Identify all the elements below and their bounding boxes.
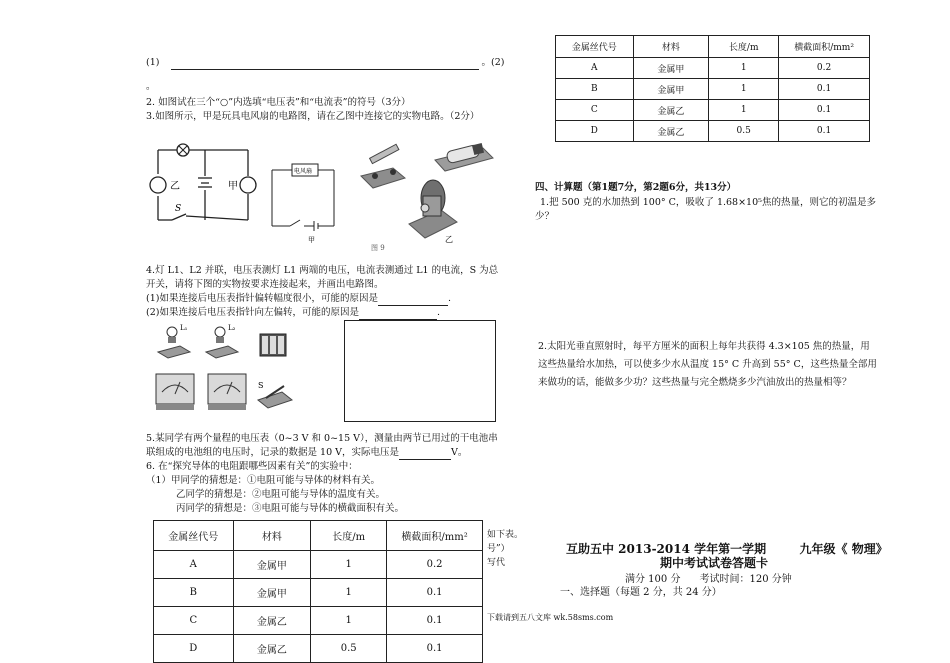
figure-q4-apparatus xyxy=(150,320,300,420)
question-5-line-2: 联组成的电池组的电压时，记录的数据是 10 V，实际电压是 xyxy=(146,447,399,458)
table-cell: 0.2 xyxy=(387,551,483,579)
bulb-l2-label: L₂ xyxy=(228,324,236,332)
resistance-table-top xyxy=(555,35,870,142)
calc-1-line-2: 少？ xyxy=(535,211,555,222)
question-6-sub-3: 丙同学的猜想是：③电阻可能与导体的横截面积有关。 xyxy=(176,503,405,514)
q1-prefix: (1) xyxy=(146,57,160,68)
cut-text-3: 写代 xyxy=(487,558,506,568)
question-4-line-2: 开关，请将下图的实物按要求连接起来，并画出电路图。 xyxy=(146,279,384,290)
q5-end: V。 xyxy=(451,447,468,458)
q1-suffix: 。(2) xyxy=(481,57,505,68)
table-cell: 0.1 xyxy=(387,635,483,663)
calc-2-line-3: 来做功的话，能做多少功？这些热量与完全燃烧多少汽油放出的热量相等？ xyxy=(538,377,852,388)
figure-physical-parts xyxy=(353,138,508,252)
question-2: 2. 如图试在三个“○”内选填“电压表”和“电流表”的符号（3分） xyxy=(146,97,411,108)
table-header: 材料 xyxy=(633,36,709,58)
question-4-line-1: 4.灯 L1、L2 并联，电压表测灯 L1 两端的电压，电流表测通过 L1 的电流，S 为总 xyxy=(146,265,499,276)
figure-circuit-q2 xyxy=(148,138,258,228)
q1-answer-blank[interactable] xyxy=(171,69,479,70)
question-5-line-1: 5.某同学有两个量程的电压表（0~3 V 和 0~15 V），测量由两节已用过的干电池串 xyxy=(146,433,498,444)
table-cell: B xyxy=(154,579,234,607)
table-cell: D xyxy=(154,635,234,663)
figure-fan-circuit xyxy=(268,158,338,248)
resistance-table-main xyxy=(153,520,483,663)
label-s: S xyxy=(175,204,182,214)
table-cell: 金属甲 xyxy=(233,551,311,579)
question-6: 6. 在“探究导体的电阻跟哪些因素有关”的实验中： xyxy=(146,461,358,472)
label-jia: 甲 xyxy=(228,181,238,192)
cut-text-1: 如下表。 xyxy=(487,530,524,540)
table-cell: 0.2 xyxy=(779,58,870,79)
calc-2-line-1: 2.太阳光垂直照射时，每平方厘米的面积上每年共获得 4.3×105 焦的热量，用 xyxy=(538,341,870,352)
table-cell: 1 xyxy=(709,79,779,100)
fan-box-label: 电风扇 xyxy=(294,168,313,175)
q4-sub1-end: . xyxy=(447,293,451,304)
question-4-sub-1: (1)如果连接后电压表指针偏转幅度很小，可能的原因是 xyxy=(146,293,378,304)
answer-sheet-subtitle: 期中考试试卷答题卡 xyxy=(660,556,769,570)
circuit-drawing-box[interactable] xyxy=(344,320,496,422)
q4-sub2-end: . xyxy=(436,307,440,318)
table-cell: 0.1 xyxy=(779,121,870,142)
q1-tail: 。 xyxy=(146,81,156,92)
table-cell: A xyxy=(556,58,634,79)
table-header: 长度/m xyxy=(311,521,387,551)
bottom-label-jia: 甲 xyxy=(308,236,315,244)
table-cell: 金属乙 xyxy=(233,607,311,635)
q5-answer-blank[interactable] xyxy=(399,459,451,460)
table-cell: 0.1 xyxy=(779,100,870,121)
section-1-choice: 一、选择题（每题 2 分，共 24 分） xyxy=(560,587,722,598)
calc-2-line-2: 这些热量给水加热，可以使多少水从温度 15° C 升高到 55° C，这些热量全部用 xyxy=(538,359,877,370)
table-header: 金属丝代号 xyxy=(556,36,634,58)
table-cell: 1 xyxy=(311,579,387,607)
question-6-sub-1: （1）甲同学的猜想是：①电阻可能与导体的材料有关。 xyxy=(146,475,381,486)
table-cell: 0.1 xyxy=(779,79,870,100)
table-cell: 1 xyxy=(311,551,387,579)
table-cell: C xyxy=(154,607,234,635)
table-cell: 1 xyxy=(311,607,387,635)
label-yi: 乙 xyxy=(170,181,180,192)
calc-1-line-1: 1.把 500 克的水加热到 100° C，吸收了 1.68×10⁵焦的热量，则它的初温是多 xyxy=(540,197,876,208)
question-3: 3.如图所示，甲是玩具电风扇的电路图，请在乙图中连接它的实物电路。（2分） xyxy=(146,111,480,122)
table-cell: D xyxy=(556,121,634,142)
question-6-sub-2: 乙同学的猜想是：②电阻可能与导体的温度有关。 xyxy=(176,489,386,500)
table-cell: 0.1 xyxy=(387,579,483,607)
table-cell: 1 xyxy=(709,100,779,121)
table-header: 材料 xyxy=(233,521,311,551)
table-header: 横截面积/mm² xyxy=(387,521,483,551)
table-cell: 金属甲 xyxy=(633,79,709,100)
table-cell: 1 xyxy=(709,58,779,79)
answer-sheet-title: 互助五中 2013-2014 学年第一学期 九年级《 物理》 xyxy=(566,542,888,556)
table-header: 横截面积/mm² xyxy=(779,36,870,58)
table-cell: A xyxy=(154,551,234,579)
score-and-time: 满分 100 分 考试时间：120 分钟 xyxy=(625,574,792,585)
table-cell: 0.1 xyxy=(387,607,483,635)
question-4-sub-2: (2)如果连接后电压表指针向左偏转，可能的原因是 xyxy=(146,307,359,318)
cut-text-2: 号”） xyxy=(487,544,510,554)
bottom-label-yi: 乙 xyxy=(445,235,453,244)
table-cell: 金属乙 xyxy=(633,100,709,121)
bulb-l1-label: L₁ xyxy=(180,324,188,332)
table-cell: B xyxy=(556,79,634,100)
figure-caption: 图 9 xyxy=(371,244,385,252)
section-4-title: 四、计算题（第1题7分，第2题6分，共13分） xyxy=(535,182,737,193)
table-cell: 金属甲 xyxy=(633,58,709,79)
table-cell: 金属乙 xyxy=(233,635,311,663)
table-header: 长度/m xyxy=(709,36,779,58)
table-cell: 金属乙 xyxy=(633,121,709,142)
table-cell: 金属甲 xyxy=(233,579,311,607)
table-header: 金属丝代号 xyxy=(154,521,234,551)
footer-download-note: 下载请到五八文库 wk.58sms.com xyxy=(487,613,614,622)
table-cell: C xyxy=(556,100,634,121)
table-cell: 0.5 xyxy=(709,121,779,142)
switch-s-label: S xyxy=(258,381,264,390)
table-cell: 0.5 xyxy=(311,635,387,663)
